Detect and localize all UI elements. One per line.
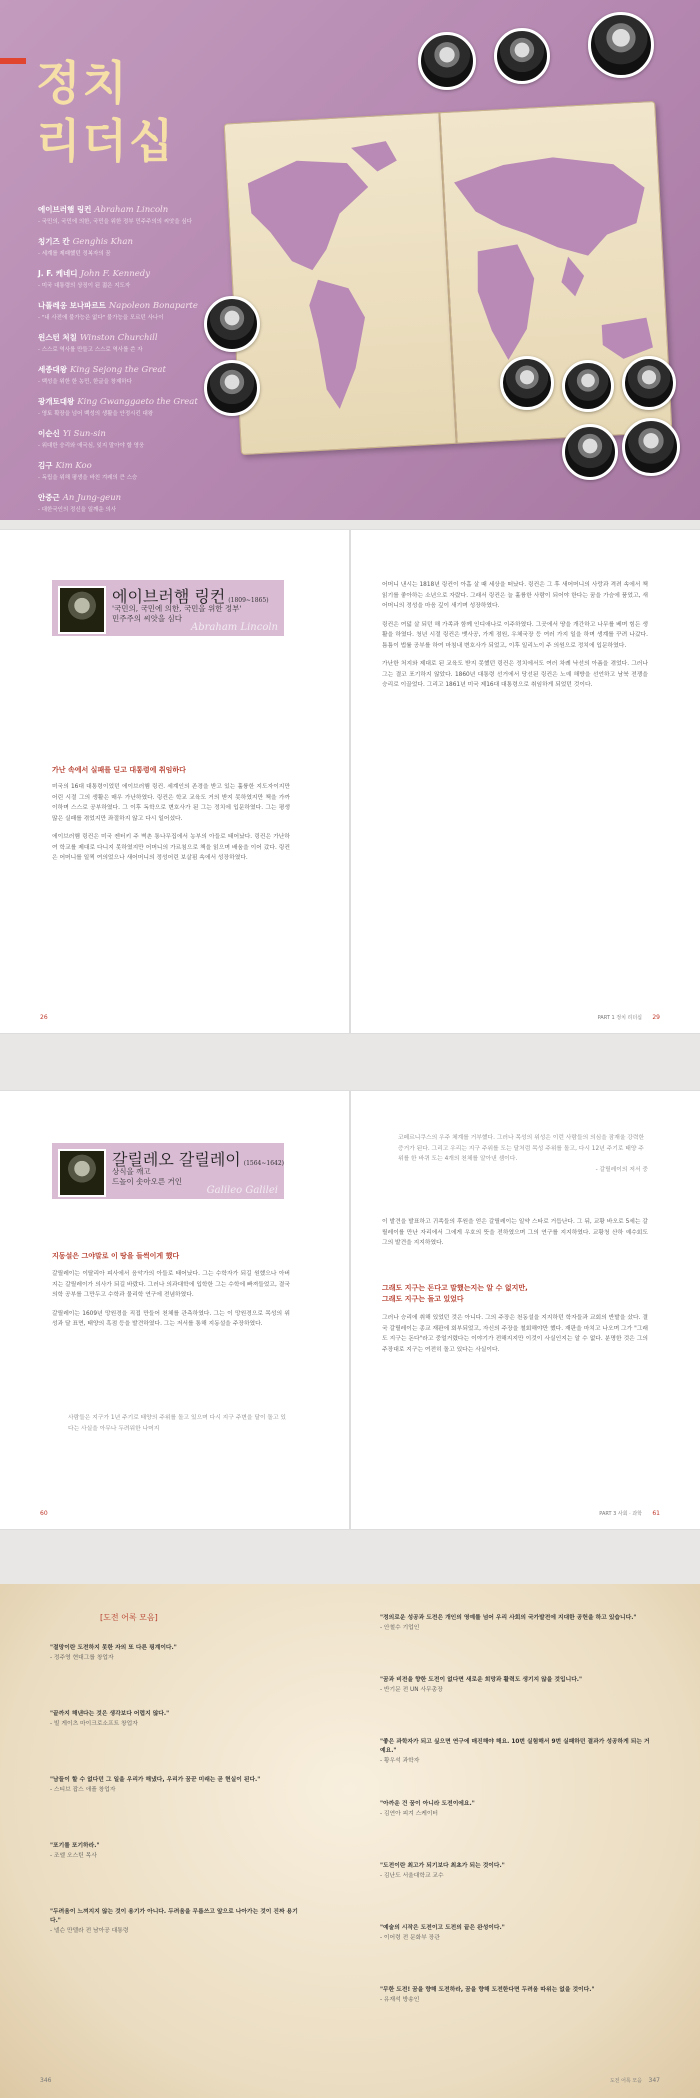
galileo-photo — [58, 1149, 106, 1197]
galileo-spread — [0, 1090, 700, 1530]
toc-item-desc: - "내 사전에 불가능은 없다" 불가능을 모르던 사나이 — [38, 315, 164, 321]
toc-item-english: Abraham Lincoln — [94, 205, 169, 215]
toc-item-desc: - 위대한 승리와 애국심, 잊지 말아야 할 영웅 — [38, 443, 145, 449]
toc-item-name: 나폴레옹 보나파르트 — [38, 301, 106, 310]
lincoln-section-heading: 가난 속에서 실패를 딛고 대통령에 취임하다 — [52, 766, 186, 774]
toc-item — [38, 485, 213, 513]
lincoln-right-para-1: 어머니 낸시는 1818년 링컨이 아홉 살 때 세상을 떠났다. 링컨은 그 후 새어머니의 사랑과 격려 속에서 책 읽기를 좋아하는 소년으로 자랐다. 그래서 링컨은 늘 훌륭한 사람이 되어야 한다는 꿈을 가슴에 품었고, 새어머니의 정성을 마음 깊이 새기며 성장하였다. — [382, 582, 648, 609]
chapter-title-line2: 리더십 — [36, 114, 176, 168]
quote-item — [380, 1800, 650, 1819]
quote-text: "남들이 할 수 없다던 그 일을 우리가 해냈다, 우리가 꿈꾼 미래는 곧 현실이 된다." — [50, 1777, 261, 1783]
page-gutter — [349, 1091, 351, 1529]
chapter-opener-spread — [0, 0, 700, 520]
quote-text: "정의로운 성공과 도전은 개인의 영예를 넘어 우리 사회의 국가발전에 지대한 공헌을 하고 있습니다." — [380, 1615, 637, 1621]
toc-item-name: 안중근 — [38, 493, 60, 502]
quote-text: "꿈과 비전을 향한 도전이 없다면 새로운 희망과 활력도 생기지 않을 것입니다." — [380, 1677, 583, 1683]
toc-item — [38, 389, 213, 417]
toc-item — [38, 197, 213, 225]
atlas-left-page — [224, 112, 457, 455]
toc-item-name: 세종대왕 — [38, 365, 67, 374]
lincoln-left-para-2: 에이브러햄 링컨은 미국 켄터키 주 벽촌 통나무집에서 농부의 아들로 태어났다. 링컨은 가난하여 학교를 제대로 다니지 못하였지만 어머니의 가르침으로 책을 읽으며 배움을 이어 갔다. 링컨은 어머니를 일찍 여의었으나 새어머니의 정성어린 보살핌 속에서 성장하였다. — [52, 834, 290, 861]
quote-item — [50, 1710, 300, 1729]
quote-text: "예술의 시작은 도전이고 도전의 끝은 완성이다." — [380, 1925, 505, 1931]
galileo-right-quote-cite: - 갈릴레이의 저서 중 — [595, 1166, 648, 1173]
quote-author: - 안철수 기업인 — [380, 1625, 420, 1631]
toc-item-english: Winston Churchill — [79, 333, 158, 343]
toc-item-english: John F. Kennedy — [80, 269, 150, 279]
running-footer: PART 3 사회 · 과학 — [599, 1511, 642, 1517]
quote-item — [50, 1842, 300, 1861]
quote-author: - 김난도 서울대학교 교수 — [380, 1873, 444, 1879]
quote-item — [380, 1738, 650, 1766]
portrait-genghis-khan — [588, 12, 654, 78]
page-number-left: 346 — [40, 2077, 52, 2084]
portrait-an-jung-geun — [562, 424, 618, 480]
quote-text: "무한 도전! 꿈을 향해 도전하라, 꿈을 향해 도전한다면 두려움 따위는 없을 것이다." — [380, 1987, 595, 1993]
galileo-left-para-1: 갈릴레이는 이탈리아 피사에서 음악가의 아들로 태어났다. 그는 수학자가 되길 원했으나 아버지는 갈릴레이가 의사가 되길 바랐다. 그러나 의과대학에 입학한 그는 수학에 빠져들었고, 결국 의학 공부를 그만두고 수학과 물리학 연구에 전념하였다. — [52, 1271, 290, 1298]
toc-item-name: 이순신 — [38, 429, 60, 438]
toc-item — [38, 325, 213, 353]
portrait-lincoln — [204, 296, 260, 352]
lincoln-quote — [112, 604, 242, 624]
lincoln-spread — [0, 529, 700, 1034]
lincoln-photo — [58, 586, 106, 634]
running-footer: PART 1 정치 리더십 — [597, 1015, 642, 1021]
toc-item-desc: - 대한국인의 정신을 일깨운 의사 — [38, 507, 117, 513]
galileo-right-quote-text: 코페르니쿠스의 우주 체계를 거부했다. 그러나 목성의 위성은 이런 사람들의 의심을 잠재울 강력한 증거가 된다. 그리고 우리는 지구 주위를 도는 달처럼 목성 주위를 돌고, 다시 12년 주기로 태양 주위를 한 바퀴 도는 4개의 천체를 알아낸 셈이다. — [398, 1135, 645, 1162]
quotes-section-title: [도전 어록 모음] — [100, 1613, 158, 1622]
accent-bar — [0, 58, 26, 64]
toc-item-desc: - 국민의, 국민에 의한, 국민을 위한 정부 민주주의의 씨앗을 심다 — [38, 219, 193, 225]
portrait-napoleon — [494, 28, 550, 84]
lincoln-name-text: 에이브러햄 링컨 — [112, 587, 226, 606]
portrait-kennedy — [204, 360, 260, 416]
portrait-sejong — [622, 356, 676, 410]
lincoln-left-para-1: 미국의 16대 대통령이었던 에이브러햄 링컨. 세계인의 존경을 받고 있는 훌륭한 지도자이지만 어린 시절 그의 생활은 매우 가난하였다. 링컨은 학교 교육도 거의 받지 못하였지만 책을 가까이하며 스스로 공부하였다. 그 이후 독학으로 변호사가 된 그는 정치에 입문하였다. 그는 평생 많은 실패를 겪었지만 좌절하지 않고 다시 일어섰다. — [52, 784, 290, 822]
toc-item-desc: - 영토 확장을 넘어 백성의 생활을 안정시킨 대왕 — [38, 411, 154, 417]
toc-item-name: J. F. 케네디 — [38, 269, 78, 278]
toc-item-desc: - 미국 대통령의 상징이 된 젊은 지도자 — [38, 283, 131, 289]
galileo-right-quote — [398, 1133, 648, 1175]
quote-author: - 조엘 오스틴 목사 — [50, 1853, 97, 1859]
toc-item-name: 칭기즈 칸 — [38, 237, 70, 246]
quote-item — [50, 1776, 300, 1795]
lincoln-signature: Abraham Lincoln — [191, 622, 278, 633]
toc-item-english: Kim Koo — [55, 461, 92, 471]
quote-author: - 정주영 현대그룹 창업자 — [50, 1655, 114, 1661]
galileo-years: (1564~1642) — [243, 1160, 284, 1167]
toc-item — [38, 261, 213, 289]
quote-item — [380, 1614, 650, 1633]
page-gutter — [349, 530, 351, 1033]
quote-text: "두려움이 느껴지지 않는 것이 용기가 아니다. 두려움을 무릅쓰고 앞으로 나아가는 것이 진짜 용기다." — [50, 1909, 298, 1924]
quote-text: "아까운 건 꿈이 아니라 도전이에요." — [380, 1801, 475, 1807]
lincoln-right-para-3: 가난한 처지와 제대로 된 교육도 받지 못했던 링컨은 정치에서도 여러 차례 낙선의 아픔을 겪었다. 그러나 그는 결코 포기하지 않았다. 1860년 대통령 선거에서 당선된 링컨은 노예 해방을 선언하고 남북 전쟁을 승리로 이끌었다. 그리고 1861년 미국 제16대 대통령으로 취임하게 되었던 것이다. — [382, 661, 648, 688]
toc-item-name: 윈스턴 처칠 — [38, 333, 77, 342]
toc-item-desc: - 백성을 위한 한 농민, 한글을 창제하다 — [38, 379, 132, 385]
page-number-right: 29 — [652, 1014, 660, 1021]
toc-item — [38, 453, 213, 481]
toc-item-english: Napoleon Bonaparte — [108, 301, 198, 311]
page-number-left: 26 — [40, 1014, 48, 1021]
quote-item — [380, 1862, 650, 1881]
galileo-section-heading: 지동설은 그야말로 이 땅을 들썩이게 했다 — [52, 1252, 180, 1260]
portrait-yi-sun-sin — [622, 418, 680, 476]
lincoln-years: (1809~1865) — [228, 597, 269, 604]
quote-text: "절망이란 도전하지 못한 자의 또 다른 핑계이다." — [50, 1645, 177, 1651]
toc-item-english: Yi Sun-sin — [62, 429, 106, 439]
quote-item — [380, 1986, 650, 2005]
galileo-section-heading-2 — [382, 1283, 528, 1305]
galileo-banner — [52, 1143, 284, 1199]
toc-item-desc: - 스스로 역사를 만들고 스스로 역사를 쓴 자 — [38, 347, 143, 353]
quote-author: - 유재석 방송인 — [380, 1997, 420, 2003]
toc-item-desc: - 독립을 위해 평생을 바친 겨레의 큰 스승 — [38, 475, 138, 481]
galileo-name-text: 갈릴레오 갈릴레이 — [112, 1150, 241, 1169]
galileo-quote — [112, 1167, 182, 1187]
galileo-left-body — [52, 1269, 290, 1338]
toc-item-english: King Gwanggaeto the Great — [77, 397, 198, 407]
toc-item-english: King Sejong the Great — [69, 365, 166, 375]
map-americas-icon — [225, 113, 456, 454]
toc-item — [38, 293, 213, 321]
quote-author: - 넬슨 만델라 전 남아공 대통령 — [50, 1928, 129, 1934]
chapter-title-line1: 정치 — [36, 56, 129, 110]
lincoln-quote-line1: '국민의, 국민에 의한, 국민을 위한 정부' — [112, 604, 242, 613]
quote-text: "포기를 포기하라." — [50, 1843, 100, 1849]
quote-author: - 황우석 과학자 — [380, 1758, 420, 1764]
toc-item — [38, 357, 213, 385]
quote-author: - 이어령 전 문화부 장관 — [380, 1935, 440, 1941]
page-number-right: 61 — [652, 1510, 660, 1517]
quote-text: "끝까지 해낸다는 것은 생각보다 어렵지 않다." — [50, 1711, 170, 1717]
lincoln-right-body — [382, 580, 648, 699]
toc-item-english: Genghis Khan — [72, 237, 133, 247]
galileo-left-para-2: 갈릴레이는 1609년 망원경을 직접 만들어 천체를 관측하였다. 그는 이 망원경으로 목성의 위성과 달 표면, 태양의 흑점 등을 발견하였다. 그는 저서를 통해 지동설을 주장하였다. — [52, 1310, 290, 1327]
quote-item — [50, 1908, 300, 1936]
lincoln-banner — [52, 580, 284, 636]
toc-item — [38, 229, 213, 257]
toc-item-name: 에이브러햄 링컨 — [38, 205, 92, 214]
quote-author: - 빌 게이츠 마이크로소프트 창업자 — [50, 1721, 138, 1727]
page-number-right: 347 — [648, 2077, 660, 2084]
quote-item — [380, 1676, 650, 1695]
portrait-churchill — [418, 32, 476, 90]
toc-item-name: 광개토대왕 — [38, 397, 75, 406]
toc-item-english: An Jung-geun — [62, 493, 122, 503]
chapter-title — [36, 54, 175, 170]
lincoln-quote-line2: 민주주의 씨앗을 심다 — [112, 614, 182, 623]
toc-item-name: 김구 — [38, 461, 53, 470]
quote-text: "도전이란 최고가 되기보다 최초가 되는 것이다." — [380, 1863, 505, 1869]
portrait-kim-koo — [500, 356, 554, 410]
toc-item — [38, 421, 213, 449]
quote-item — [50, 1644, 300, 1663]
page-number-left: 60 — [40, 1510, 48, 1517]
galileo-heading2-line1: 그래도 지구는 돈다고 말했는지는 알 수 없지만, — [382, 1284, 528, 1292]
lincoln-left-body — [52, 782, 290, 872]
portrait-gwanggaeto — [562, 360, 614, 412]
quote-author: - 스티브 잡스 애플 창업자 — [50, 1787, 116, 1793]
galileo-quote-line1: 상식을 깨고 — [112, 1167, 151, 1176]
galileo-heading2-line2: 그래도 지구는 돌고 있었다 — [382, 1295, 464, 1303]
running-footer: 도전 어록 모음 — [609, 2078, 642, 2084]
galileo-right-para-1: 이 발견을 발표하고 귀족들의 후원을 얻은 갈릴레이는 일약 스타로 거듭난다. 그 뒤, 교황 바오로 5세는 갈릴레이를 만난 자리에서 그에게 우호의 뜻을 전하였으며 그의 연구를 지지하였다. 교황청 산하 예수회도 그의 발견을 지지하였다. — [382, 1219, 648, 1246]
quote-item — [380, 1924, 650, 1943]
quotes-spread — [0, 1584, 700, 2098]
lincoln-right-para-2: 링컨은 여덟 살 되던 해 가족과 함께 인디애나로 이주하였다. 그곳에서 땅을 개간하고 나무를 베며 힘든 생활을 하였다. 청년 시절 링컨은 뱃사공, 가게 점원, 우체국장 등 여러 가지 일을 하며 생계를 꾸려 나갔다. 틈틈이 법률 공부를 하여 마침내 변호사가 되었고, 이후 일리노이 주 의원으로 정치에 입문하였다. — [382, 621, 648, 649]
galileo-right-para-2: 그러나 승리에 취해 있었던 것은 아니다. 그의 주장은 천동설을 지지하던 학자들과 교회의 반발을 샀다. 결국 갈릴레이는 종교 재판에 회부되었고, 자신의 주장을 철회해야만 했다. 재판을 마치고 나오며 그가 "그래도 지구는 돈다"라고 중얼거렸다는 이야기가 전해지지만 이것이 사실인지는 알 수 없다. 분명한 것은 그의 주장대로 지구는 여전히 돌고 있다는 사실이다. — [382, 1315, 648, 1353]
table-of-contents — [38, 197, 213, 517]
quote-author: - 김연아 피겨 스케이터 — [380, 1811, 439, 1817]
galileo-left-quote: 사람들은 지구가 1년 주기로 태양의 주위를 돌고 있으며 다시 지구 주변을 달이 돌고 있다는 사실을 아무나 두려워한 나머지 — [68, 1415, 287, 1432]
galileo-signature: Galileo Galilei — [206, 1185, 278, 1196]
quote-author: - 반기문 전 UN 사무총장 — [380, 1687, 443, 1693]
galileo-quote-line2: 드높이 솟아오른 거인 — [112, 1177, 182, 1186]
quote-text: "좋은 과학자가 되고 싶으면 연구에 매진해야 해요. 10번 실험해서 9번 실패하던 결과가 성공하게 되는 거예요." — [380, 1739, 650, 1754]
toc-item-desc: - 세계를 제패했던 정복자의 꿈 — [38, 251, 111, 257]
